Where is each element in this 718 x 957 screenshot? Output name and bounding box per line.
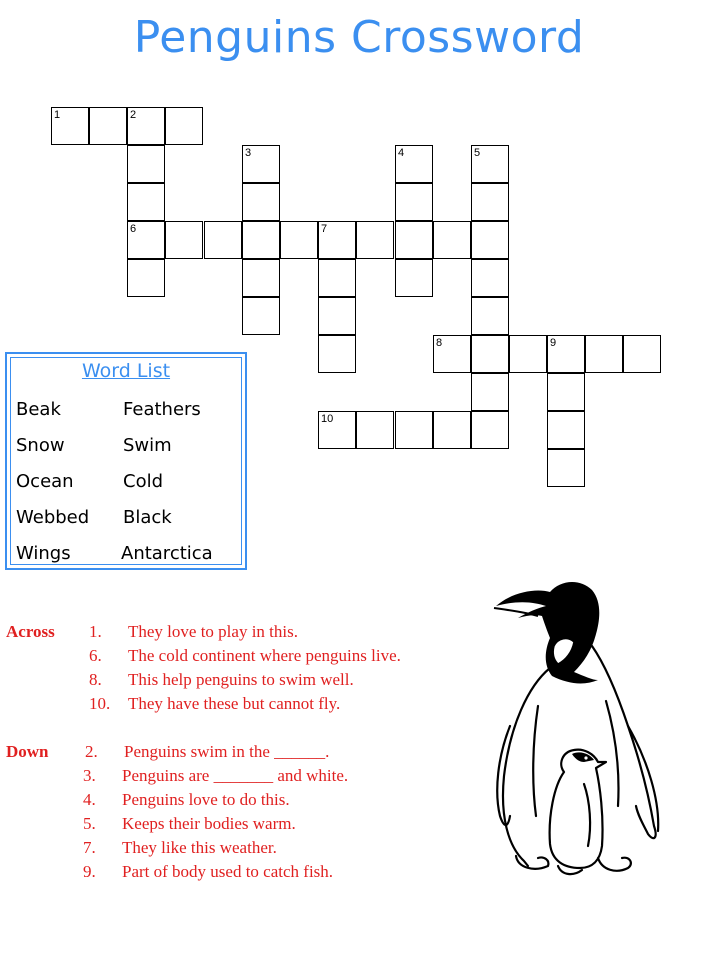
word-list-item: Antarctica	[121, 543, 213, 564]
clue-number: 1	[54, 109, 61, 121]
clue-number: 5.	[83, 814, 96, 833]
clue-number: 7	[321, 223, 328, 235]
grid-cell[interactable]	[395, 145, 433, 183]
grid-cell[interactable]	[395, 411, 433, 449]
word-list-item: Feathers	[123, 399, 201, 420]
grid-cell[interactable]	[471, 221, 509, 259]
word-list-inner-border	[10, 357, 242, 565]
grid-cell[interactable]	[433, 335, 471, 373]
grid-cell[interactable]	[395, 183, 433, 221]
clue-number: 1.	[89, 622, 102, 641]
word-list-item: Swim	[123, 435, 172, 456]
grid-cell[interactable]	[471, 183, 509, 221]
grid-cell[interactable]	[89, 107, 127, 145]
grid-cell[interactable]	[318, 411, 356, 449]
clue-number: 8.	[89, 670, 102, 689]
grid-cell[interactable]	[242, 145, 280, 183]
grid-cell[interactable]	[318, 221, 356, 259]
grid-cell[interactable]	[204, 221, 242, 259]
clue-text: Penguins love to do this.	[122, 790, 290, 809]
word-list-item: Ocean	[16, 471, 74, 492]
word-list-item: Beak	[16, 399, 61, 420]
grid-cell[interactable]	[471, 373, 509, 411]
grid-cell[interactable]	[356, 221, 394, 259]
clue-number: 7.	[83, 838, 96, 857]
grid-cell[interactable]	[51, 107, 89, 145]
grid-cell[interactable]	[318, 259, 356, 297]
grid-cell[interactable]	[242, 183, 280, 221]
clue-text: They love to play in this.	[128, 622, 298, 641]
grid-cell[interactable]	[433, 411, 471, 449]
grid-cell[interactable]	[242, 297, 280, 335]
grid-cell[interactable]	[318, 335, 356, 373]
grid-cell[interactable]	[127, 145, 165, 183]
clue-number: 8	[436, 337, 443, 349]
grid-cell[interactable]	[471, 297, 509, 335]
clue-text: They like this weather.	[122, 838, 277, 857]
grid-cell[interactable]	[127, 107, 165, 145]
grid-cell[interactable]	[547, 373, 585, 411]
clue-text: This help penguins to swim well.	[128, 670, 354, 689]
penguin-with-chick-icon	[488, 576, 668, 890]
word-list-item: Wings	[16, 543, 71, 564]
word-list-item: Black	[123, 507, 172, 528]
clue-text: Penguins swim in the ______.	[124, 742, 330, 761]
grid-cell[interactable]	[623, 335, 661, 373]
clue-number: 3.	[83, 766, 96, 785]
grid-cell[interactable]	[585, 335, 623, 373]
word-list-box	[5, 352, 247, 570]
page-title: Penguins Crossword	[133, 12, 585, 63]
grid-cell[interactable]	[547, 411, 585, 449]
clue-text: Penguins are _______ and white.	[122, 766, 349, 785]
clue-number: 4.	[83, 790, 96, 809]
word-list-item: Cold	[123, 471, 164, 492]
grid-cell[interactable]	[471, 335, 509, 373]
grid-cell[interactable]	[165, 221, 203, 259]
clue-number: 10	[321, 413, 334, 425]
grid-cell[interactable]	[547, 335, 585, 373]
grid-cell[interactable]	[547, 449, 585, 487]
grid-cell[interactable]	[127, 221, 165, 259]
grid-cell[interactable]	[165, 107, 203, 145]
clue-number: 3	[245, 147, 252, 159]
grid-cell[interactable]	[395, 259, 433, 297]
clue-number: 2	[130, 109, 137, 121]
grid-cell[interactable]	[433, 221, 471, 259]
grid-cell[interactable]	[127, 183, 165, 221]
grid-cell[interactable]	[242, 221, 280, 259]
grid-cell[interactable]	[280, 221, 318, 259]
clue-number: 6.	[89, 646, 102, 665]
grid-cell[interactable]	[471, 411, 509, 449]
clue-text: The cold continent where penguins live.	[128, 646, 401, 665]
word-list-item: Webbed	[16, 507, 90, 528]
clue-number: 9.	[83, 862, 96, 881]
clue-number: 4	[398, 147, 405, 159]
grid-cell[interactable]	[356, 411, 394, 449]
clue-number: 2.	[85, 742, 98, 761]
grid-cell[interactable]	[395, 221, 433, 259]
grid-cell[interactable]	[471, 259, 509, 297]
word-list-title: Word List	[81, 360, 171, 382]
clue-number: 10.	[89, 694, 111, 713]
grid-cell[interactable]	[471, 145, 509, 183]
clue-text: They have these but cannot fly.	[128, 694, 341, 713]
grid-cell[interactable]	[509, 335, 547, 373]
clue-text: Part of body used to catch fish.	[122, 862, 334, 881]
grid-cell[interactable]	[127, 259, 165, 297]
clue-number: 5	[474, 147, 481, 159]
down-heading: Down	[6, 742, 49, 761]
grid-cell[interactable]	[318, 297, 356, 335]
clue-number: 9	[550, 337, 557, 349]
clue-number: 6	[130, 223, 137, 235]
word-list-item: Snow	[16, 435, 65, 456]
clue-text: Keeps their bodies warm.	[122, 814, 296, 833]
grid-cell[interactable]	[242, 259, 280, 297]
across-heading: Across	[6, 622, 55, 641]
